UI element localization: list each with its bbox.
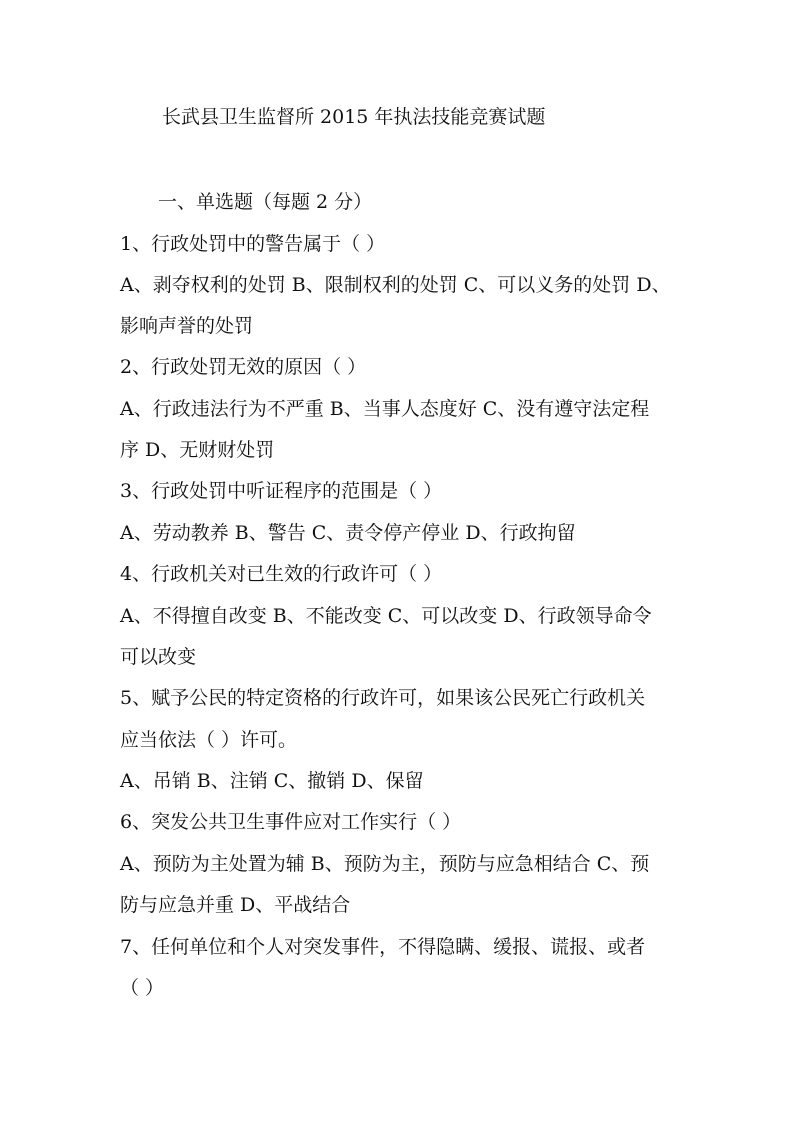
- question-2-options-continued: 序 D、无财财处罚: [120, 439, 275, 461]
- question-4: 4、行政机关对已生效的行政许可（ ）: [120, 563, 443, 585]
- question-1: 1、行政处罚中的警告属于（ ）: [120, 233, 386, 255]
- document-title: 长武县卫生监督所 2015 年执法技能竞赛试题: [162, 106, 546, 128]
- question-5: 5、赋予公民的特定资格的行政许可，如果该公民死亡行政机关: [120, 687, 646, 709]
- question-6-options-continued: 防与应急并重 D、平战结合: [120, 894, 351, 916]
- question-6: 6、突发公共卫生事件应对工作实行（ ）: [120, 811, 462, 833]
- question-1-options-continued: 影响声誉的处罚: [120, 315, 254, 337]
- question-5-continued: 应当依法（ ）许可。: [120, 729, 298, 751]
- question-2: 2、行政处罚无效的原因（ ）: [120, 356, 367, 378]
- question-2-options: A、行政违法行为不严重 B、当事人态度好 C、没有遵守法定程: [120, 398, 650, 420]
- question-4-options-continued: 可以改变: [120, 646, 197, 668]
- question-1-options: A、剥夺权利的处罚 B、限制权利的处罚 C、可以义务的处罚 D、: [120, 274, 671, 296]
- question-4-options: A、不得擅自改变 B、不能改变 C、可以改变 D、行政领导命令: [120, 605, 652, 627]
- question-6-options: A、预防为主处置为辅 B、预防为主，预防与应急相结合 C、预: [120, 853, 650, 875]
- question-7-continued: （ ）: [120, 977, 165, 999]
- question-7: 7、任何单位和个人对突发事件，不得隐瞒、缓报、谎报、或者: [120, 936, 646, 958]
- question-3-options: A、劳动教养 B、警告 C、责令停产停业 D、行政拘留: [120, 522, 576, 544]
- question-3: 3、行政处罚中听证程序的范围是（ ）: [120, 480, 443, 502]
- section-heading: 一、单选题（每题 2 分）: [158, 191, 373, 213]
- question-5-options: A、吊销 B、注销 C、撤销 D、保留: [120, 770, 424, 792]
